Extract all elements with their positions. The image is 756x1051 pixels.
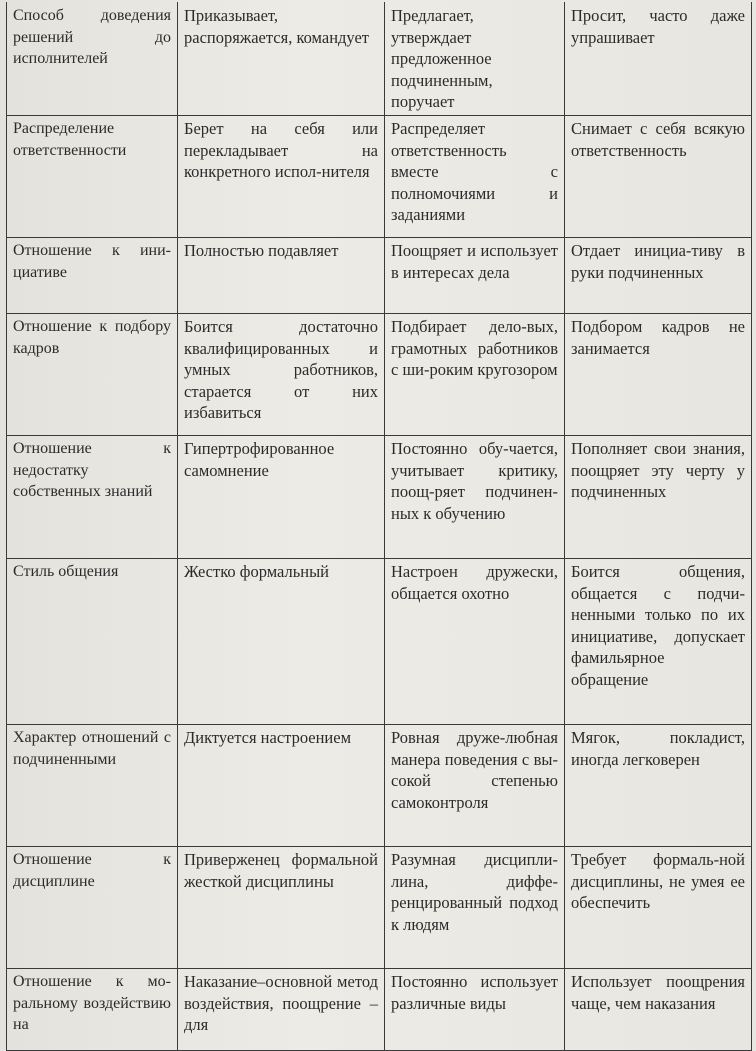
democratic-cell: Постоянно использует различные виды — [385, 969, 565, 1051]
liberal-cell: Просит, часто даже упрашивает — [565, 3, 752, 116]
authoritarian-cell: Жестко формальный — [178, 559, 385, 725]
table-row — [7, 847, 752, 969]
table-row — [7, 559, 752, 725]
leadership-styles-table — [6, 2, 752, 1051]
criterion-cell: Отношение к мо-ральному воздействию на — [7, 969, 178, 1051]
authoritarian-cell: Боится достаточно квалифицированных и умных работников, старается от них избавиться — [178, 314, 385, 436]
criterion-cell: Распределение ответственности — [7, 116, 178, 238]
authoritarian-cell: Приказывает, распоряжается, командует — [178, 3, 385, 116]
criterion-cell: Отношение к дисциплине — [7, 847, 178, 969]
authoritarian-cell: Диктуется настроением — [178, 725, 385, 847]
democratic-cell: Подбирает дело-вых, грамотных работников с ши-роким кругозором — [385, 314, 565, 436]
liberal-cell: Снимает с себя всякую ответственность — [565, 116, 752, 238]
criterion-cell: Отношение к недостатку собственных знаний — [7, 436, 178, 559]
democratic-cell: Предлагает, утверждает предложенное подчиненным, поручает — [385, 3, 565, 116]
table-row — [7, 969, 752, 1051]
democratic-cell: Постоянно обу-чается, учитывает критику, поощ-ряет подчинен-ных к обучению — [385, 436, 565, 559]
authoritarian-cell: Наказание–основной метод воздействия, поощрение – для — [178, 969, 385, 1051]
criterion-cell: Стиль общения — [7, 559, 178, 725]
liberal-cell: Подбором кадров не занимается — [565, 314, 752, 436]
authoritarian-cell: Полностью подавляет — [178, 238, 385, 314]
authoritarian-cell: Гипертрофированное самомнение — [178, 436, 385, 559]
liberal-cell: Использует поощрения чаще, чем наказания — [565, 969, 752, 1051]
authoritarian-cell: Приверженец формальной жесткой дисциплины — [178, 847, 385, 969]
table-row — [7, 314, 752, 436]
democratic-cell: Ровная друже-любная манера поведения с вы-сокой степенью самоконтроля — [385, 725, 565, 847]
liberal-cell: Боится общения, общается с подчи-ненными только по их инициативе, допускает фамильярное обращение — [565, 559, 752, 725]
table-row — [7, 3, 752, 116]
liberal-cell: Требует формаль-ной дисциплины, не умея ее обеспечить — [565, 847, 752, 969]
criterion-cell: Отношение к ини-циативе — [7, 238, 178, 314]
criterion-cell: Отношение к подбору кадров — [7, 314, 178, 436]
liberal-cell: Отдает инициа-тиву в руки подчиненных — [565, 238, 752, 314]
liberal-cell: Мягок, покладист, иногда легковерен — [565, 725, 752, 847]
table-row — [7, 436, 752, 559]
criterion-cell: Способ доведения решений до исполнителей — [7, 3, 178, 116]
democratic-cell: Настроен дружески, общается охотно — [385, 559, 565, 725]
democratic-cell: Разумная дисципли-лина, диффе-ренцированный подход к людям — [385, 847, 565, 969]
authoritarian-cell: Берет на себя или перекладывает на конкретного испол-нителя — [178, 116, 385, 238]
table-row — [7, 725, 752, 847]
table-row — [7, 238, 752, 314]
democratic-cell: Поощряет и использует в интересах дела — [385, 238, 565, 314]
criterion-cell: Характер отношений с подчиненными — [7, 725, 178, 847]
table-row — [7, 116, 752, 238]
democratic-cell: Распределяет ответственность вместе с полномочиями и заданиями — [385, 116, 565, 238]
liberal-cell: Пополняет свои знания, поощряет эту черту у подчиненных — [565, 436, 752, 559]
